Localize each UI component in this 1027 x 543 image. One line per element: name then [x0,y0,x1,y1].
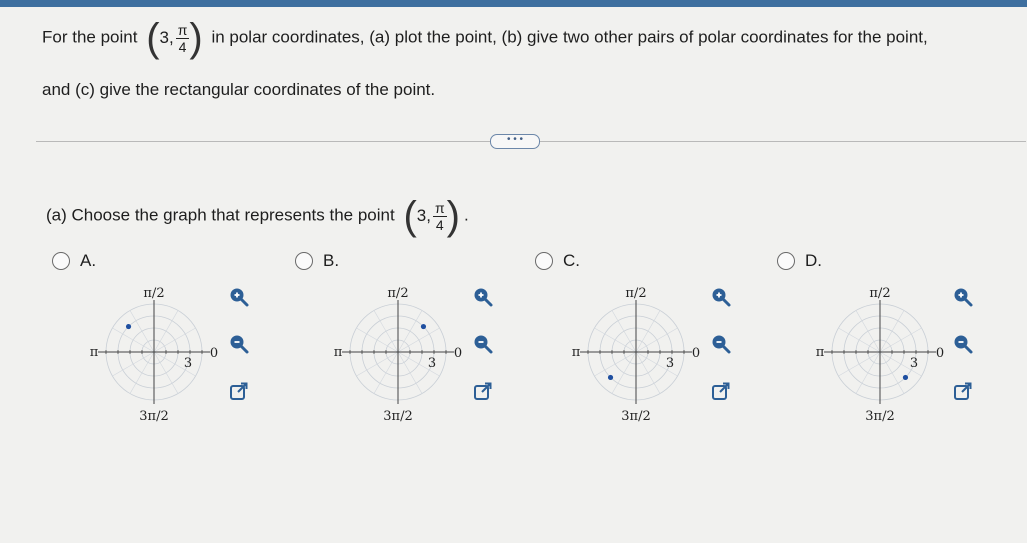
label-pi: π [89,345,99,360]
grid-ray [636,352,660,394]
grid-ray [130,310,154,352]
label-3pi-over-2: 3π/2 [383,409,413,422]
label-pi-over-2: π/2 [143,286,165,301]
grid-ray [838,328,880,352]
popout-icon [952,380,974,402]
grid-ray [880,328,922,352]
question-line-1 [42,18,928,58]
zoom-out-icon [952,333,974,355]
question-line-2: and (c) give the rectangular coordinates of the point. [42,80,436,99]
zoom-in-button[interactable] [472,286,494,308]
label-3pi-over-2: 3π/2 [621,409,651,422]
grid-ray [594,328,636,352]
label-zero: 0 [691,346,701,361]
popout-button[interactable] [710,380,732,402]
grid-ray [880,310,904,352]
polar-graph-d [810,282,950,427]
polar-graph-c [566,282,706,427]
grid-ray [398,352,422,394]
zoom-in-icon [952,286,974,308]
label-zero: 0 [453,346,463,361]
grid-ray [112,328,154,352]
question-intro-rest: in polar coordinates, (a) plot the point, (b) give two other pairs of polar coordinates for the point, [211,27,928,47]
grid-ray [856,310,880,352]
popout-button[interactable] [472,380,494,402]
label-pi: π [815,345,825,360]
label-zero: 0 [209,346,219,361]
option-c[interactable]: C. [535,251,580,271]
label-radius-3: 3 [427,356,437,371]
grid-ray [154,310,178,352]
grid-ray [130,352,154,394]
label-radius-3: 3 [183,356,193,371]
label-radius-3: 3 [909,356,919,371]
polar-plot-svg [810,282,950,422]
polar-plot-svg [328,282,468,422]
popout-icon [472,380,494,402]
radio-b[interactable] [295,252,313,270]
part-a-point: ( 3, $\frac{\pi}{4}$ ) [403,194,460,238]
part-a-prompt: (a) Choose the graph that represents the point ( 3, $\frac{\pi}{4}$ ) . [46,194,469,238]
question-intro: For the point [42,27,138,47]
grid-ray [356,352,398,376]
zoom-in-button[interactable] [228,286,250,308]
polar-point [126,324,131,329]
grid-ray [838,352,880,376]
grid-ray [398,310,422,352]
grid-ray [374,352,398,394]
option-d[interactable]: D. [777,251,822,271]
question-point: ( 3, $\frac{\pi}{4}$ ) [146,16,203,60]
grid-ray [398,328,440,352]
label-3pi-over-2: 3π/2 [865,409,895,422]
label-pi: π [571,345,581,360]
popout-icon [228,380,250,402]
option-b[interactable]: B. [295,251,339,271]
popout-button[interactable] [952,380,974,402]
grid-ray [154,352,178,394]
zoom-in-icon [472,286,494,308]
zoom-out-button[interactable] [952,333,974,355]
grid-ray [594,352,636,376]
polar-point [421,324,426,329]
radio-d[interactable] [777,252,795,270]
grid-ray [154,328,196,352]
polar-plot-svg [84,282,224,422]
grid-ray [356,328,398,352]
top-bar [0,0,1027,7]
grid-ray [856,352,880,394]
zoom-in-icon [710,286,732,308]
zoom-out-icon [710,333,732,355]
label-zero: 0 [935,346,945,361]
zoom-out-button[interactable] [472,333,494,355]
label-pi-over-2: π/2 [387,286,409,301]
label-radius-3: 3 [665,356,675,371]
grid-ray [612,352,636,394]
grid-ray [636,310,660,352]
polar-point [903,375,908,380]
radio-c[interactable] [535,252,553,270]
option-a[interactable]: A. [52,251,96,271]
grid-ray [112,352,154,376]
label-pi-over-2: π/2 [625,286,647,301]
expand-button[interactable]: • • • [490,134,540,149]
label-pi-over-2: π/2 [869,286,891,301]
zoom-out-button[interactable] [228,333,250,355]
zoom-out-icon [472,333,494,355]
zoom-in-button[interactable] [710,286,732,308]
popout-button[interactable] [228,380,250,402]
radio-a[interactable] [52,252,70,270]
popout-icon [710,380,732,402]
label-3pi-over-2: 3π/2 [139,409,169,422]
grid-ray [612,310,636,352]
polar-plot-svg [566,282,706,422]
polar-graph-b [328,282,468,427]
zoom-in-icon [228,286,250,308]
zoom-out-button[interactable] [710,333,732,355]
zoom-in-button[interactable] [952,286,974,308]
grid-ray [636,328,678,352]
polar-graph-a [84,282,224,427]
label-pi: π [333,345,343,360]
grid-ray [880,352,904,394]
polar-point [608,375,613,380]
grid-ray [374,310,398,352]
zoom-out-icon [228,333,250,355]
